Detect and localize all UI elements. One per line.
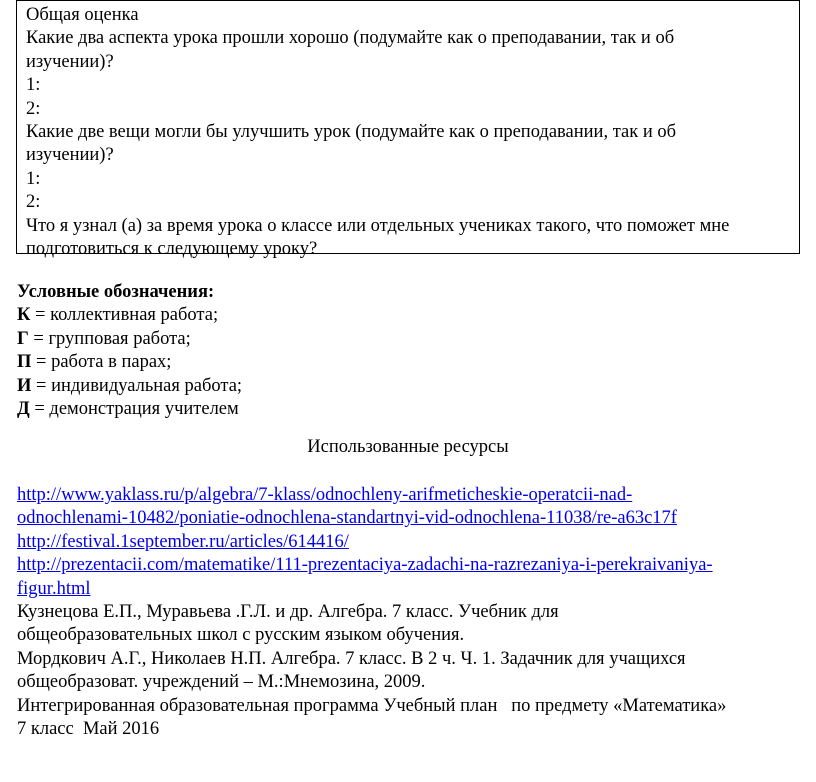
resource-link-festival[interactable]: http://festival.1september.ru/articles/614416/ bbox=[17, 531, 349, 552]
question-1-line-2: изучении)? bbox=[26, 51, 114, 72]
resource-link-yaklass[interactable]: http://www.yaklass.ru/p/algebra/7-klass/odnochleny-arifmeticheskie-operatcii-nad- bbox=[17, 485, 633, 505]
legend-text: = демонстрация учителем bbox=[29, 399, 239, 420]
legend-text: = индивидуальная работа; bbox=[31, 375, 243, 396]
question-3-line-1: Что я узнал (а) за время урока о классе или отдельных учениках такого, что поможет мне bbox=[26, 215, 730, 236]
question-1-item-2: 2: bbox=[26, 98, 41, 119]
question-1-item-1: 1: bbox=[26, 75, 41, 96]
legend-text: = работа в парах; bbox=[31, 352, 172, 373]
book-reference-2-line-2: общеобразоват. учреждений – М.:Мнемозина, 2009. bbox=[17, 672, 426, 693]
program-reference-line-2: 7 класс Май 2016 bbox=[17, 719, 160, 740]
resource-link-prezentacii-continued[interactable]: figur.html bbox=[17, 578, 91, 599]
legend-text: = коллективная работа; bbox=[30, 305, 219, 326]
program-reference-line-1: Интегрированная образовательная программа Учебный план по предмету «Математика» bbox=[17, 695, 727, 716]
assessment-box bbox=[16, 0, 800, 260]
question-2-item-2: 2: bbox=[26, 192, 41, 213]
book-reference-2-line-1: Мордкович А.Г., Николаев Н.П. Алгебра. 7 класс. В 2 ч. Ч. 1. Задачник для учащихся bbox=[17, 648, 686, 669]
legend-key: П bbox=[17, 352, 32, 373]
assessment-heading: Общая оценка bbox=[26, 5, 139, 25]
legend-item-i bbox=[17, 375, 242, 398]
legend-title: Условные обозначения: bbox=[17, 282, 215, 302]
resources-title: Использованные ресурсы bbox=[307, 437, 509, 457]
resource-link-prezentacii[interactable]: http://prezentacii.com/matematike/111-prezentaciya-zadachi-na-razrezaniya-i-perekraivaniya- bbox=[17, 555, 713, 576]
question-1-line-1: Какие два аспекта урока прошли хорошо (подумайте как о преподавании, так и об bbox=[26, 28, 675, 49]
legend-item-g bbox=[17, 328, 242, 351]
book-reference-1-line-1: Кузнецова Е.П., Муравьева .Г.Л. и др. Алгебра. 7 класс. Учебник для bbox=[17, 602, 559, 623]
legend-key: Г bbox=[17, 328, 29, 349]
legend-key: К bbox=[17, 305, 31, 326]
legend-item-p bbox=[17, 351, 242, 374]
legend-section bbox=[17, 281, 242, 421]
resources-list bbox=[17, 484, 726, 741]
question-2-line-2: изучении)? bbox=[26, 145, 114, 166]
legend-item-k bbox=[17, 304, 242, 327]
legend-key: Д bbox=[17, 399, 30, 420]
book-reference-1-line-2: общеобразовательных школ с русским языком обучения. bbox=[17, 625, 465, 646]
legend-text: = групповая работа; bbox=[28, 328, 191, 349]
question-2-line-1: Какие две вещи могли бы улучшить урок (подумайте как о преподавании, так и об bbox=[26, 122, 677, 143]
question-3-line-2: подготовиться к следующему уроку? bbox=[26, 239, 318, 260]
question-2-item-1: 1: bbox=[26, 168, 41, 189]
legend-key: И bbox=[17, 375, 32, 396]
legend-item-d bbox=[17, 398, 242, 421]
resource-link-yaklass-continued[interactable]: odnochlenami-10482/poniatie-odnochlena-standartnyi-vid-odnochlena-11038/re-a63c17f bbox=[17, 508, 677, 529]
